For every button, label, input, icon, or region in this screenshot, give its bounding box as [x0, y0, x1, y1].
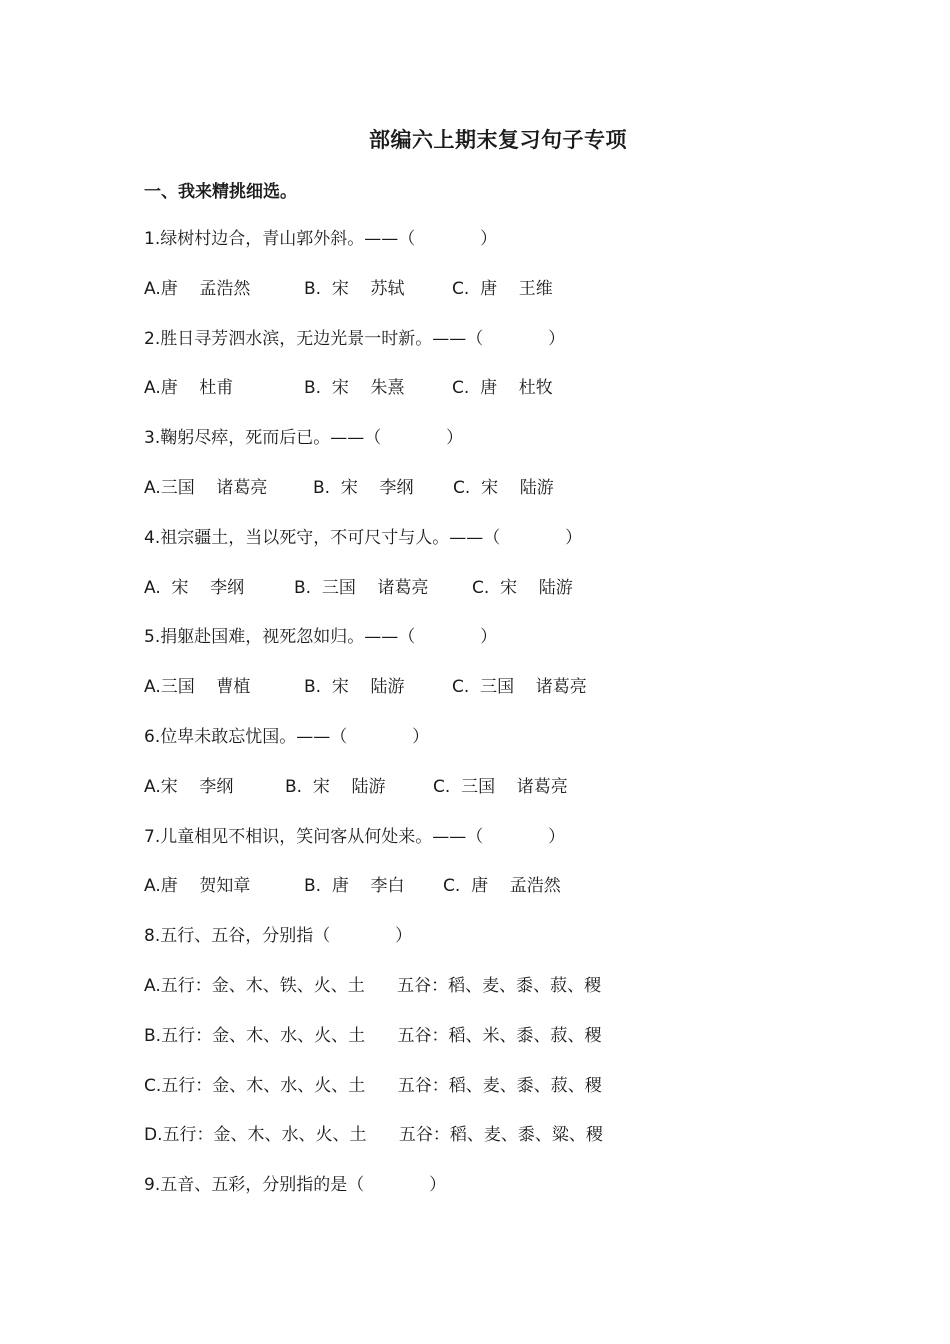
question-stem: 3.鞠躬尽瘁，死而后已。——（ ） — [144, 428, 464, 449]
option-line: B.五行：金、木、水、火、土 五谷：稻、米、黍、菽、稷 — [144, 1025, 602, 1046]
question-stem: 8.五行、五谷，分别指（ ） — [144, 926, 413, 947]
option-line: C.五行：金、木、水、火、土 五谷：稻、麦、黍、菽、稷 — [144, 1075, 602, 1096]
option-row — [144, 473, 844, 523]
question-stem: 2.胜日寻芳泗水滨，无边光景一时新。——（ ） — [144, 328, 566, 349]
option-a: A.唐 孟浩然 — [144, 278, 251, 299]
question-stem: 9.五音、五彩，分别指的是（ ） — [144, 1175, 447, 1196]
option-a: A.三国 诸葛亮 — [144, 477, 268, 498]
option-c: C. 唐 孟浩然 — [443, 876, 561, 897]
option-row — [144, 573, 844, 623]
option-row — [144, 672, 844, 722]
option-a: A.宋 李纲 — [144, 776, 234, 797]
section-heading: 一、我来精挑细选。 — [144, 182, 297, 202]
option-row — [144, 274, 844, 324]
option-row — [144, 772, 844, 822]
option-line: D.五行：金、木、水、火、土 五谷：稻、麦、黍、粱、稷 — [144, 1125, 603, 1146]
option-c: C. 唐 王维 — [452, 278, 553, 299]
option-b: B. 宋 陆游 — [285, 776, 386, 797]
question-list — [144, 224, 844, 1220]
option-a: A. 宋 李纲 — [144, 577, 245, 598]
option-a: A.唐 杜甫 — [144, 378, 234, 399]
question-stem: 5.捐躯赴国难，视死忽如归。——（ ） — [144, 627, 498, 648]
page-title: 部编六上期末复习句子专项 — [369, 128, 627, 152]
option-b: B. 宋 李纲 — [313, 477, 414, 498]
question-stem: 7.儿童相见不相识，笑问客从何处来。——（ ） — [144, 826, 566, 847]
option-c: C. 三国 诸葛亮 — [452, 677, 587, 698]
option-b: B. 三国 诸葛亮 — [294, 577, 429, 598]
question-stem: 6.位卑未敢忘忧国。——（ ） — [144, 726, 430, 747]
option-c: C. 三国 诸葛亮 — [433, 776, 568, 797]
option-c: C. 宋 陆游 — [453, 477, 554, 498]
option-b: B. 宋 苏轼 — [304, 278, 405, 299]
option-b: B. 唐 李白 — [304, 876, 405, 897]
option-c: C. 宋 陆游 — [472, 577, 573, 598]
option-b: B. 宋 朱熹 — [304, 378, 405, 399]
option-c: C. 唐 杜牧 — [452, 378, 553, 399]
option-a: A.三国 曹植 — [144, 677, 251, 698]
question-stem: 1.绿树村边合，青山郭外斜。——（ ） — [144, 229, 498, 249]
option-b: B. 宋 陆游 — [304, 677, 405, 698]
question-stem: 4.祖宗疆土，当以死守，不可尺寸与人。——（ ） — [144, 527, 583, 548]
option-a: A.唐 贺知章 — [144, 876, 251, 897]
option-row — [144, 871, 844, 921]
option-row — [144, 373, 844, 423]
option-line: A.五行：金、木、铁、火、土 五谷：稻、麦、黍、菽、稷 — [144, 975, 602, 996]
